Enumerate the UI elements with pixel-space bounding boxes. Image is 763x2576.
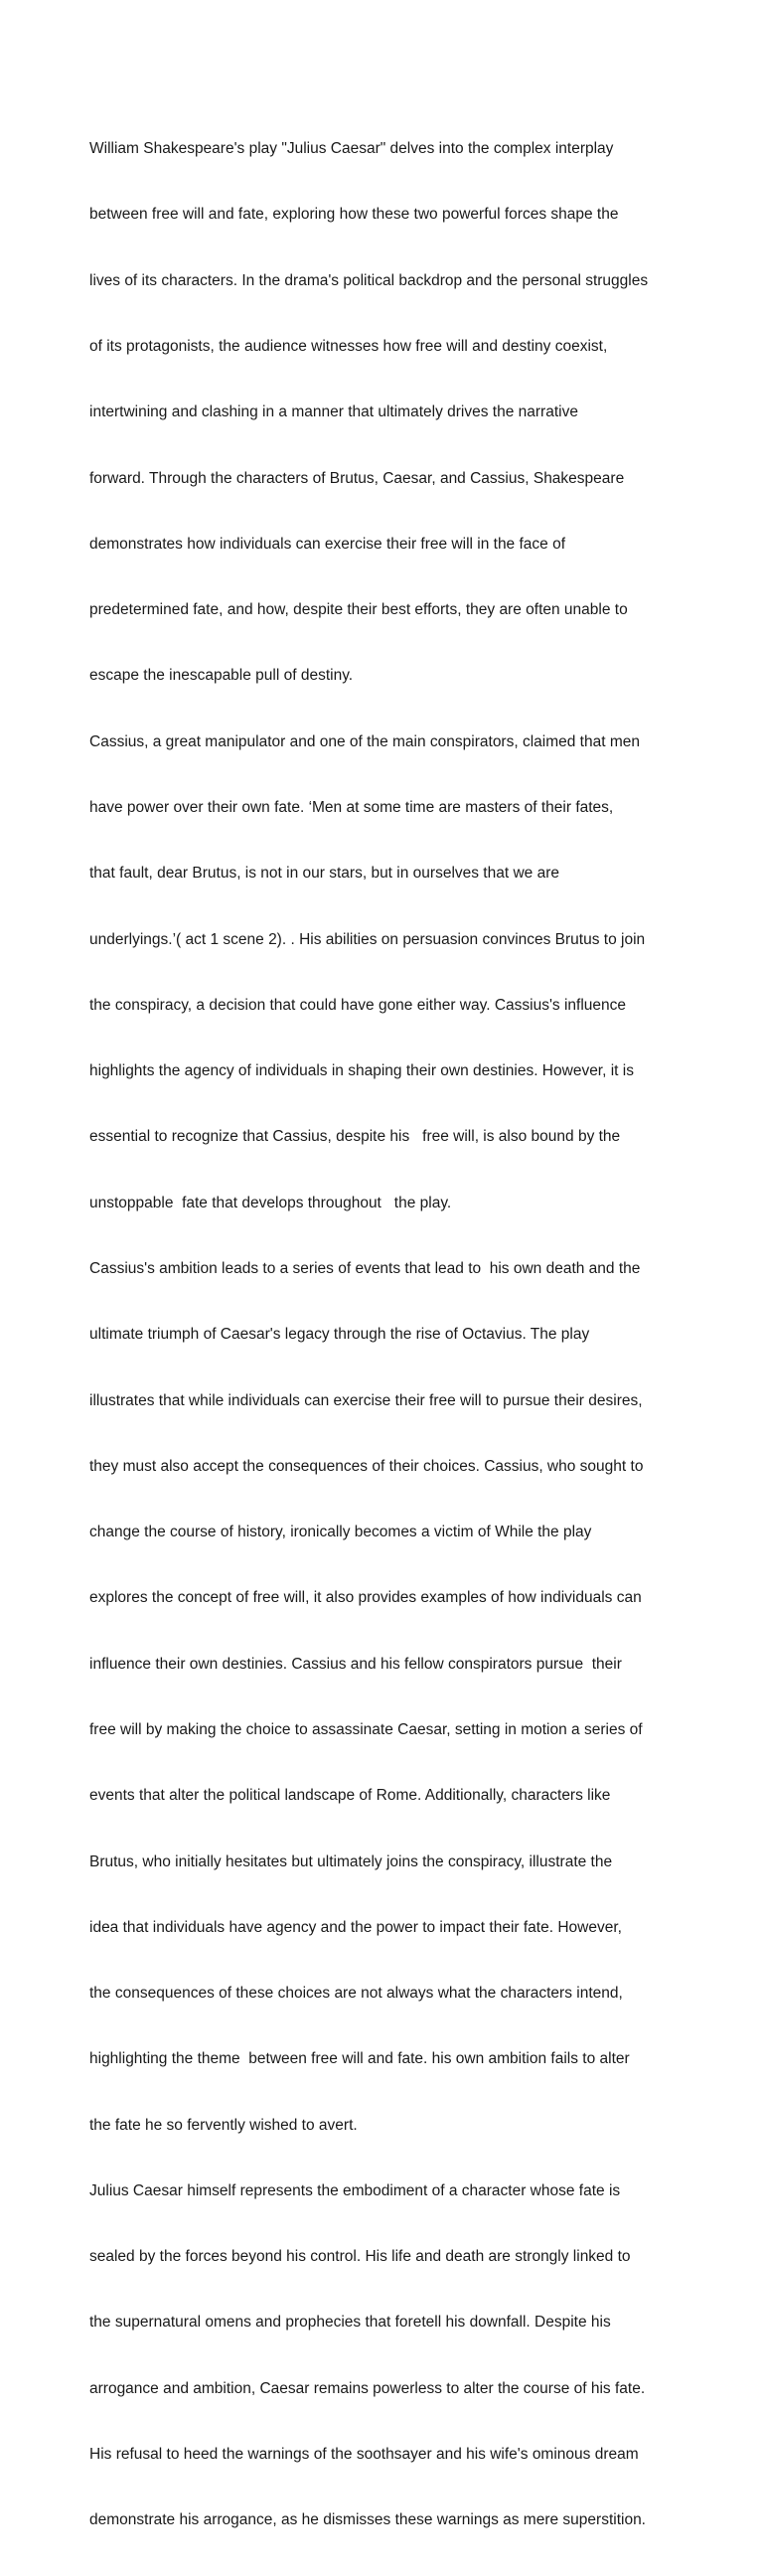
text-line: predetermined fate, and how, despite their best efforts, they are often unable to — [89, 601, 628, 619]
text-line: arrogance and ambition, Caesar remains powerless to alter the course of his fate. — [89, 2379, 646, 2397]
text-line: unstoppable fate that develops throughout the play. — [89, 1194, 452, 1211]
text-line: sealed by the forces beyond his control. His life and death are strongly linked to — [89, 2248, 631, 2266]
text-line: demonstrates how individuals can exercise their free will in the face of — [89, 535, 566, 553]
text-line: between free will and fate, exploring how these two powerful forces shape the — [89, 206, 619, 224]
text-line: the supernatural omens and prophecies that foretell his downfall. Despite his — [89, 2314, 611, 2332]
text-line: William Shakespeare's play "Julius Caesar" delves into the complex interplay — [89, 140, 614, 158]
text-line: ultimate triumph of Caesar's legacy through the rise of Octavius. The play — [89, 1326, 590, 1344]
text-line: the fate he so fervently wished to avert. — [89, 2116, 358, 2134]
text-line: idea that individuals have agency and the power to impact their fate. However, — [89, 1918, 622, 1936]
text-line: explores the concept of free will, it also provides examples of how individuals can — [89, 1589, 642, 1607]
text-line: the consequences of these choices are not always what the characters intend, — [89, 1985, 623, 2003]
text-line: have power over their own fate. ‘Men at some time are masters of their fates, — [89, 799, 614, 816]
text-line: change the course of history, ironically becomes a victim of While the play — [89, 1524, 592, 1541]
text-line: lives of its characters. In the drama's political backdrop and the personal struggles — [89, 271, 649, 289]
text-line: Brutus, who initially hesitates but ultimately joins the conspiracy, illustrate the — [89, 1852, 613, 1870]
text-line: essential to recognize that Cassius, despite his free will, is also bound by the — [89, 1128, 621, 1146]
text-line: underlyings.’( act 1 scene 2). . His abilities on persuasion convinces Brutus to join — [89, 930, 646, 948]
text-line: Julius Caesar himself represents the embodiment of a character whose fate is — [89, 2181, 621, 2199]
text-line: intertwining and clashing in a manner that ultimately drives the narrative — [89, 403, 578, 421]
text-line: Cassius, a great manipulator and one of the main conspirators, claimed that men — [89, 732, 640, 750]
text-line: events that alter the political landscape of Rome. Additionally, characters like — [89, 1787, 611, 1805]
text-line: His refusal to heed the warnings of the soothsayer and his wife's ominous dream — [89, 2446, 639, 2464]
text-line: forward. Through the characters of Brutus, Caesar, and Cassius, Shakespeare — [89, 469, 625, 487]
text-line: Cassius's ambition leads to a series of events that lead to his own death and the — [89, 1259, 641, 1277]
text-line: escape the inescapable pull of destiny. — [89, 667, 354, 685]
text-line: the conspiracy, a decision that could have gone either way. Cassius's influence — [89, 996, 627, 1014]
essay-body — [89, 94, 686, 2576]
text-line: free will by making the choice to assassinate Caesar, setting in motion a series of — [89, 1720, 643, 1738]
text-line: highlighting the theme between free will and fate. his own ambition fails to alter — [89, 2050, 630, 2068]
text-line: illustrates that while individuals can exercise their free will to pursue their desires, — [89, 1391, 643, 1409]
text-line: they must also accept the consequences of their choices. Cassius, who sought to — [89, 1457, 644, 1475]
text-line: influence their own destinies. Cassius and his fellow conspirators pursue their — [89, 1655, 622, 1673]
text-line: highlights the agency of individuals in shaping their own destinies. However, it is — [89, 1062, 634, 1080]
text-line: that fault, dear Brutus, is not in our stars, but in ourselves that we are — [89, 865, 559, 883]
text-line: of its protagonists, the audience witnesses how free will and destiny coexist, — [89, 338, 608, 356]
text-line: demonstrate his arrogance, as he dismisses these warnings as mere superstition. — [89, 2511, 646, 2529]
